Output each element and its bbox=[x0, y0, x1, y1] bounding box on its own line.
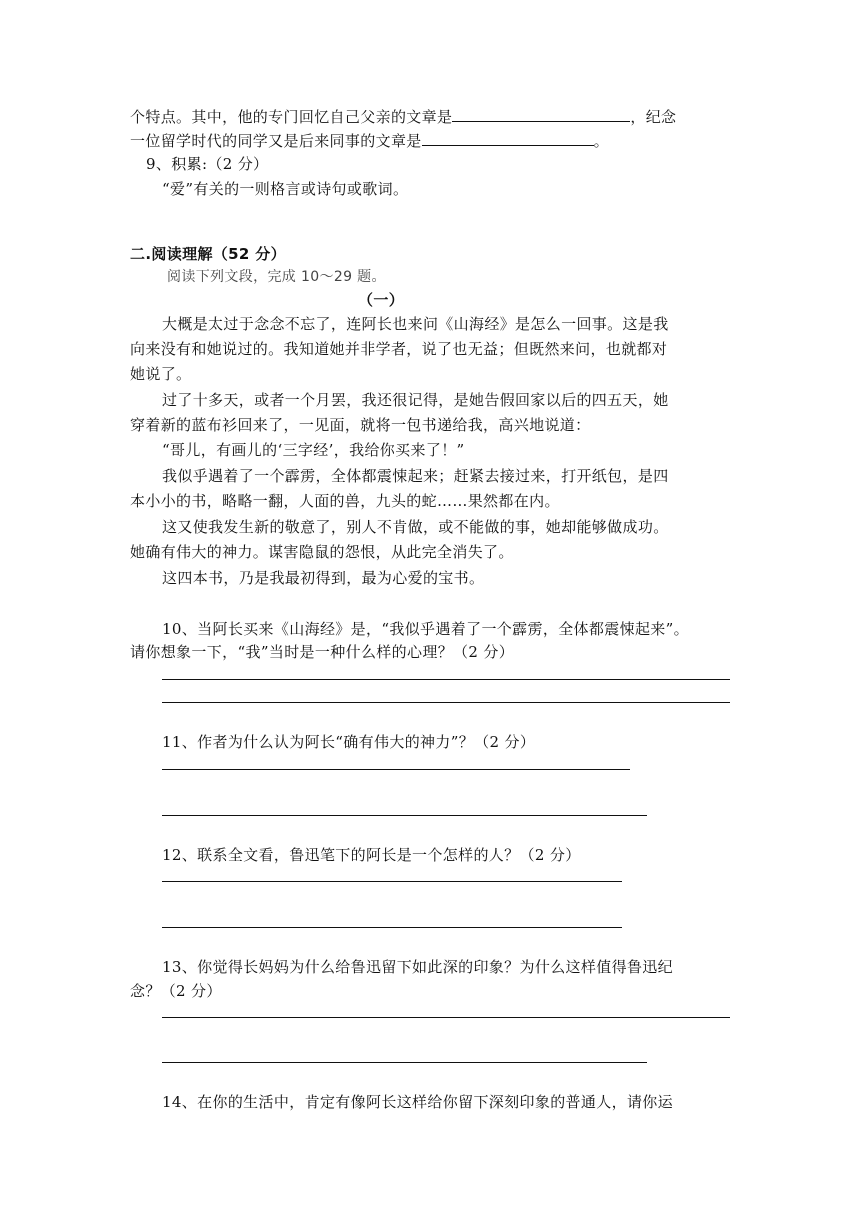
question-9: 9、积累:（2 分） bbox=[146, 155, 269, 173]
answer-blank[interactable] bbox=[422, 128, 594, 146]
passage-line: 她说了。 bbox=[130, 365, 192, 383]
answer-line[interactable] bbox=[162, 1017, 730, 1018]
fill-blank-line-2 bbox=[130, 128, 609, 153]
question-13: 13、你觉得长妈妈为什么给鲁迅留下如此深的印象？为什么这样值得鲁迅纪 bbox=[162, 958, 673, 976]
part-heading: （一） bbox=[358, 291, 405, 309]
answer-line[interactable] bbox=[162, 1062, 647, 1063]
section-title: 二.阅读理解（52 分） bbox=[130, 245, 286, 263]
answer-line[interactable] bbox=[162, 927, 622, 928]
text: 。 bbox=[593, 132, 610, 150]
passage-line: 大概是太过于念念不忘了，连阿长也来问《山海经》是怎么一回事。这是我 bbox=[162, 315, 669, 333]
passage-line: 这又使我发生新的敬意了，别人不肯做，或不能做的事，她却能够做成功。 bbox=[162, 518, 669, 536]
text: ，纪念 bbox=[630, 108, 677, 126]
question-12: 12、联系全文看，鲁迅笔下的阿长是一个怎样的人？（2 分） bbox=[162, 846, 581, 864]
question-14: 14、在你的生活中，肯定有像阿长这样给你留下深刻印象的普通人，请你运 bbox=[162, 1093, 673, 1111]
passage-line: 向来没有和她说过的。我知道她并非学者，说了也无益；但既然来问，也就都对 bbox=[130, 340, 668, 358]
question-10-cont: 请你想象一下，“我”当时是一种什么样的心理？（2 分） bbox=[130, 643, 515, 661]
passage-line: “哥儿，有画儿的‘三字经’，我给你买来了！” bbox=[162, 441, 465, 459]
passage-line: 穿着新的蓝布衫回来了，一见面，就将一包书递给我，高兴地说道： bbox=[130, 416, 591, 434]
answer-line[interactable] bbox=[162, 679, 730, 680]
answer-line[interactable] bbox=[162, 769, 630, 770]
passage-line: 她确有伟大的神力。谋害隐鼠的怨恨，从此完全消失了。 bbox=[130, 543, 514, 561]
answer-line[interactable] bbox=[162, 881, 622, 882]
fill-blank-line-1 bbox=[130, 104, 676, 129]
section-instruction: 阅读下列文段，完成 10～29 题。 bbox=[167, 269, 386, 285]
text: 一位留学时代的同学又是后来同事的文章是 bbox=[130, 132, 422, 150]
text: 个特点。其中，他的专门回忆自己父亲的文章是 bbox=[130, 108, 453, 126]
passage-line: 过了十多天，或者一个月罢，我还很记得，是她告假回家以后的四五天，她 bbox=[162, 391, 669, 409]
passage-line: 这四本书，乃是我最初得到，最为心爱的宝书。 bbox=[162, 569, 485, 587]
answer-line[interactable] bbox=[162, 702, 730, 703]
question-10: 10、当阿长买来《山海经》是，“我似乎遇着了一个霹雳，全体都震悚起来”。 bbox=[162, 620, 690, 638]
question-11: 11、作者为什么认为阿长“确有伟大的神力”？（2 分） bbox=[162, 733, 536, 751]
passage-line: 本小小的书，略略一翻，人面的兽，九头的蛇……果然都在内。 bbox=[130, 492, 560, 510]
question-9-body: “爱”有关的一则格言或诗句或歌词。 bbox=[162, 180, 409, 198]
answer-line[interactable] bbox=[162, 815, 647, 816]
question-13-cont: 念？（2 分） bbox=[130, 982, 222, 1000]
passage-line: 我似乎遇着了一个霹雳，全体都震悚起来；赶紧去接过来，打开纸包，是四 bbox=[162, 467, 669, 485]
answer-blank[interactable] bbox=[452, 104, 630, 122]
